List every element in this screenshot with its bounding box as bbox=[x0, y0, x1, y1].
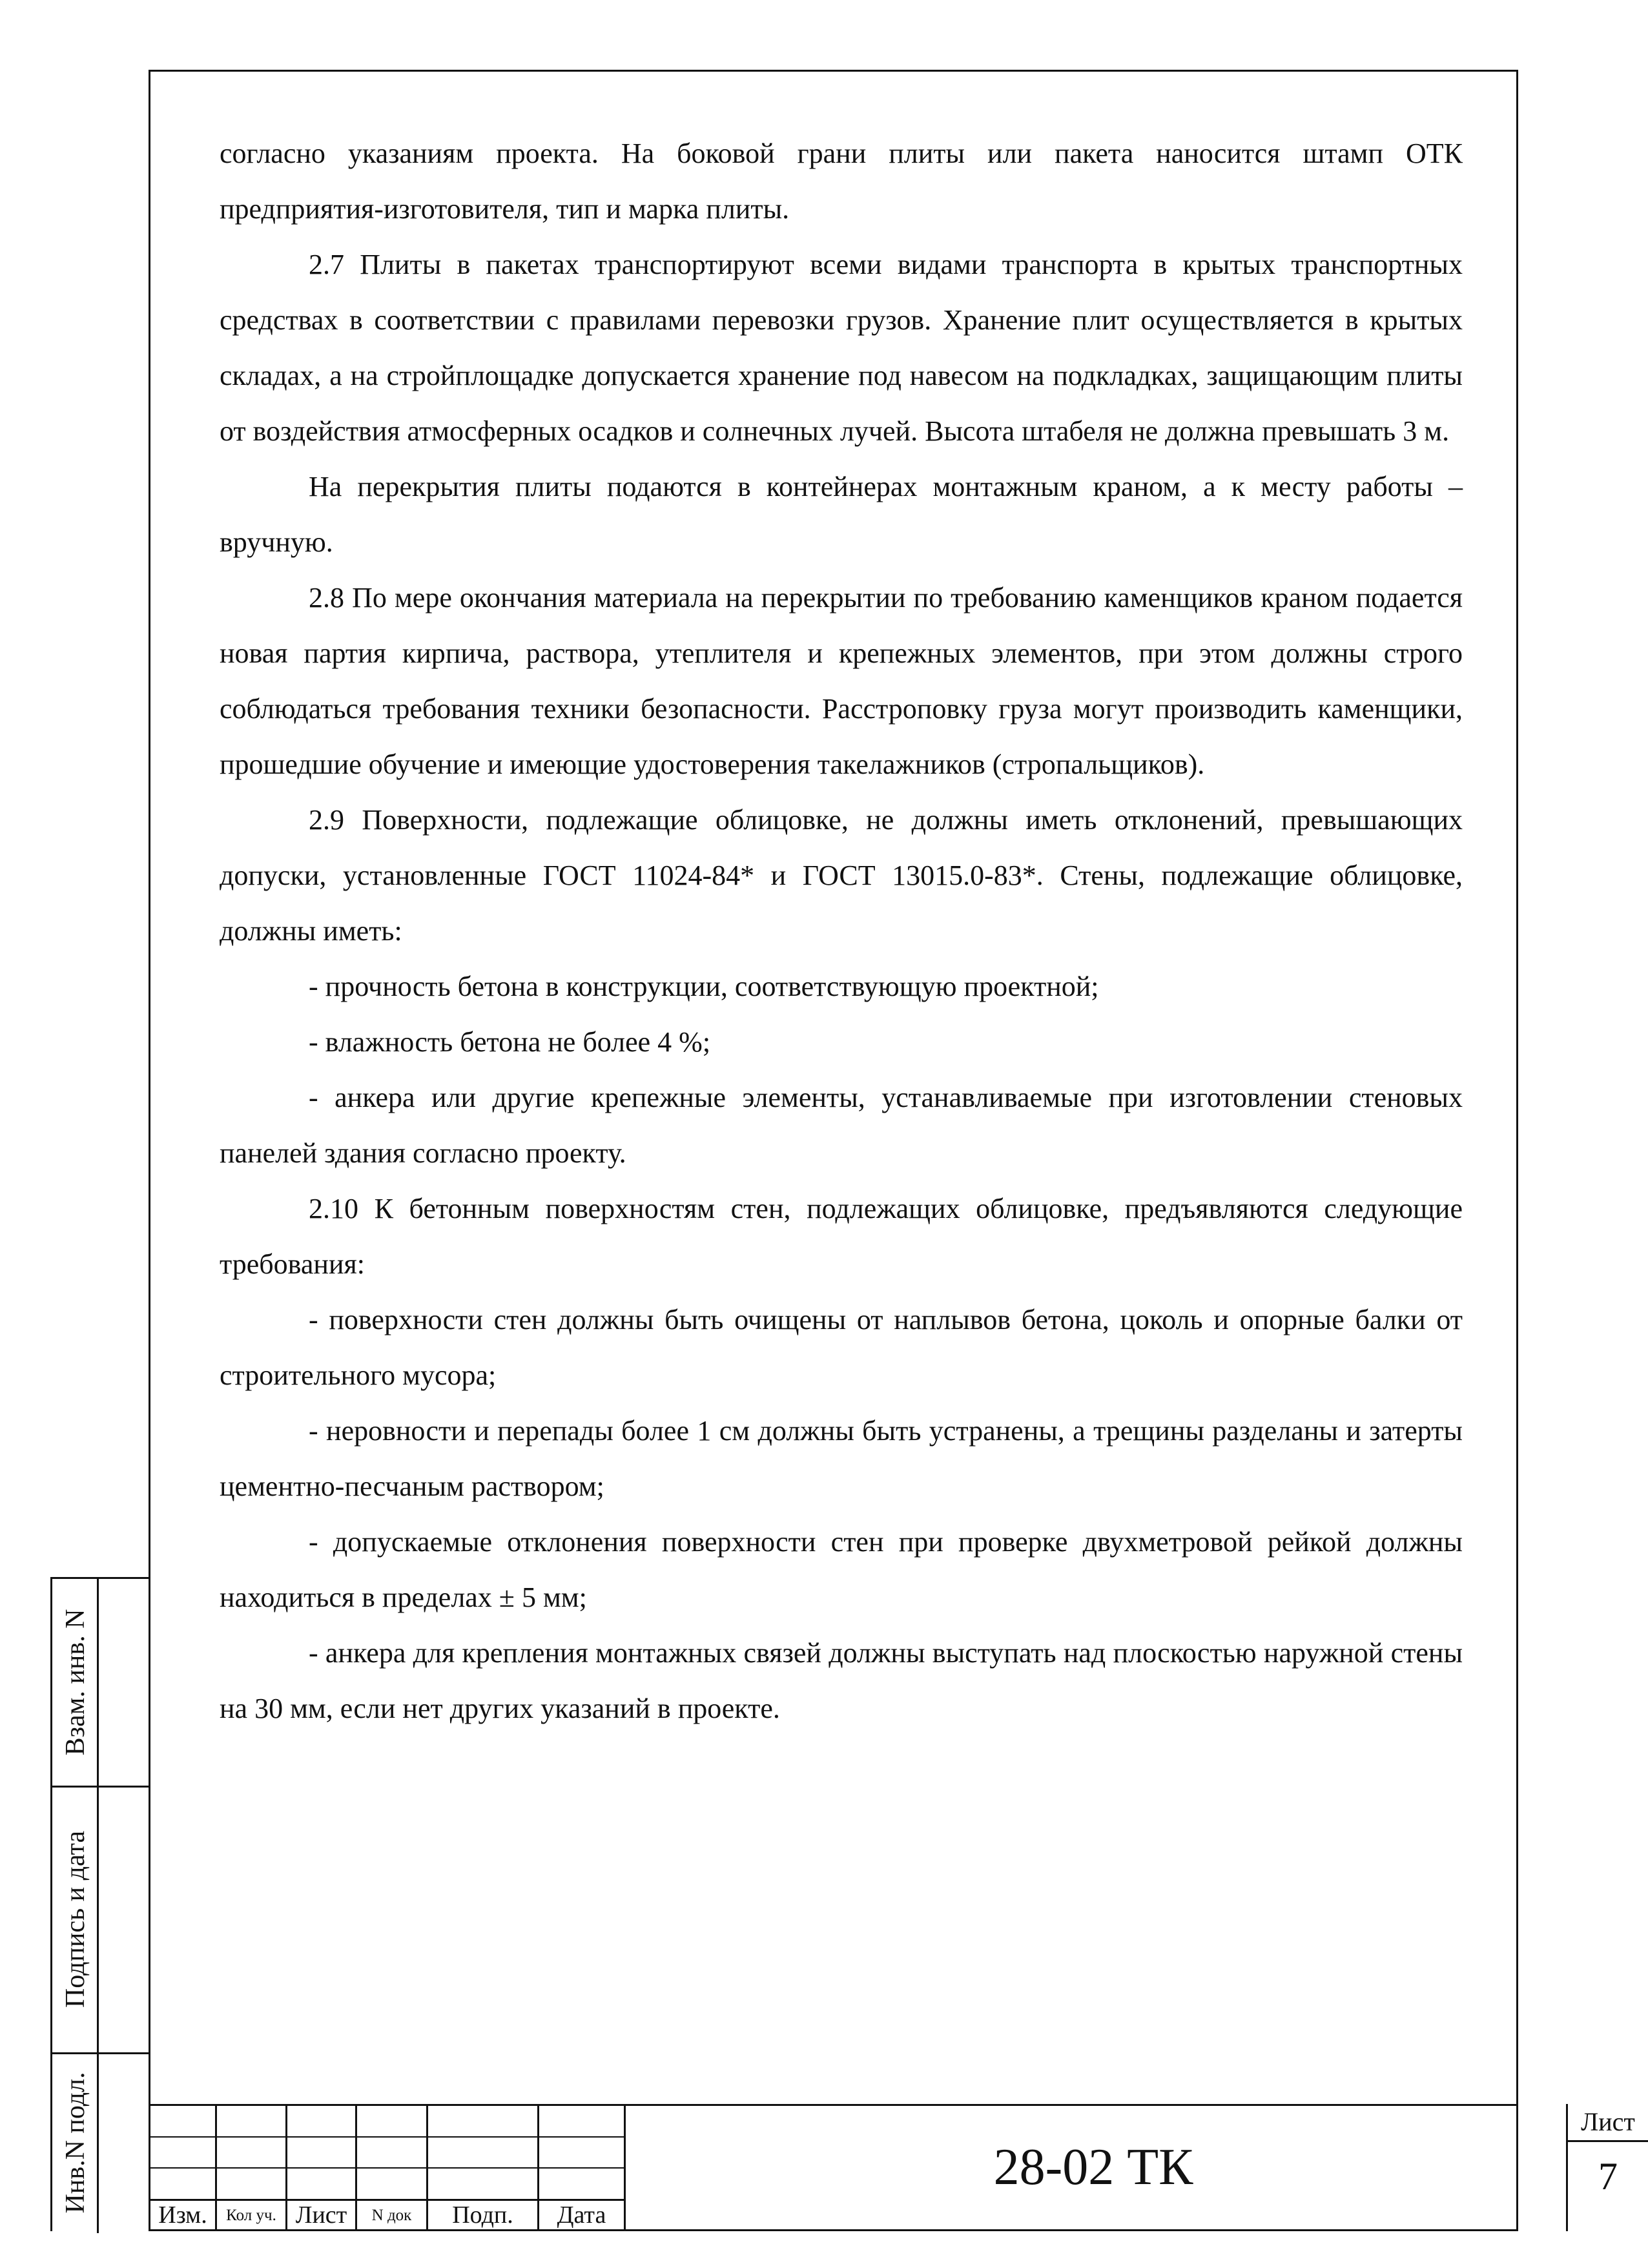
side-cell-original-inv bbox=[52, 2052, 99, 2233]
body-paragraph: - анкера для крепления монтажных связей должны выступать над плоскостью наружной стены на 30 мм, если нет других указаний в проекте. bbox=[220, 1637, 1463, 1724]
sheet-number: 7 bbox=[1598, 2155, 1618, 2198]
body-paragraph: На перекрытия плиты подаются в контейнерах монтажным краном, а к месту работы – вручную. bbox=[220, 471, 1463, 558]
title-block bbox=[149, 2104, 1635, 2231]
side-cell-replace-inv bbox=[52, 1579, 99, 1786]
side-label-signature-date: Подпись и дата bbox=[61, 1830, 90, 2008]
side-label-original-inv: Инв.N подл. bbox=[61, 2072, 90, 2214]
side-label-replace-inv: Взам. инв. N bbox=[61, 1609, 90, 1756]
body-paragraph: - поверхности стен должны быть очищены от наплывов бетона, цоколь и опорные балки от строительного мусора; bbox=[220, 1304, 1463, 1391]
sheet-box bbox=[1566, 2104, 1648, 2231]
header-signature: Подп. bbox=[452, 2201, 513, 2229]
header-doc-number: N док bbox=[371, 2207, 412, 2224]
body-paragraph: 2.10 К бетонным поверхностям стен, подлежащих облицовке, предъявляются следующие требования: bbox=[220, 1193, 1463, 1280]
body-paragraph: 2.8 По мере окончания материала на перекрытии по требованию каменщиков краном подается новая партия кирпича, раствора, утеплителя и крепежных элементов, при этом должны строго соблюдаться требования техники безопасности. Расстроповку груза могут производить каменщики, прошедшие обучение и имеющие удостоверения такелажников (стропальщиков). bbox=[220, 582, 1463, 780]
sheet-label: Лист bbox=[1568, 2104, 1648, 2142]
header-count: Кол уч. bbox=[226, 2207, 276, 2224]
document-code: 28-02 ТК bbox=[993, 2139, 1193, 2196]
body-paragraph: 2.9 Поверхности, подлежащие облицовке, не должны иметь отклонений, превышающих допуски, установленные ГОСТ 11024-84* и ГОСТ 13015.0-83*. Стены, подлежащие облицовке, должны иметь: bbox=[220, 804, 1463, 947]
header-sheet: Лист bbox=[295, 2201, 347, 2229]
body-paragraph: - анкера или другие крепежные элементы, устанавливаемые при изготовлении стеновых панелей здания согласно проекту. bbox=[220, 1082, 1463, 1169]
body-paragraph: - влажность бетона не более 4 %; bbox=[309, 1026, 711, 1058]
grid-line bbox=[149, 2136, 624, 2138]
body-paragraph: согласно указаниям проекта. На боковой грани плиты или пакета наносится штамп ОТК предприятия-изготовителя, тип и марка плиты. bbox=[220, 138, 1463, 225]
header-change: Изм. bbox=[158, 2201, 207, 2229]
body-paragraph: 2.7 Плиты в пакетах транспортируют всеми видами транспорта в крытых транспортных средствах в соответствии с правилами перевозки грузов. Хранение плит осуществляется в крытых складах, а на стройплощадке допускается хранение под навесом на подкладках, защищающим плиты от воздействия атмосферных осадков и солнечных лучей. Высота штабеля не должна превышать 3 м. bbox=[220, 249, 1463, 447]
body-paragraph: - допускаемые отклонения поверхности стен при проверке двухметровой рейкой должны находиться в пределах ± 5 мм; bbox=[220, 1526, 1463, 1613]
side-cell-signature-date bbox=[52, 1786, 99, 2052]
document-body bbox=[220, 126, 1463, 1737]
side-stamp bbox=[50, 1577, 149, 2231]
body-paragraph: - неровности и перепады более 1 см должны быть устранены, а трещины разделаны и затерты цементно-песчаным раствором; bbox=[220, 1415, 1463, 1502]
grid-line bbox=[149, 2167, 624, 2169]
body-paragraph: - прочность бетона в конструкции, соответствующую проектной; bbox=[309, 971, 1099, 1002]
header-date: Дата bbox=[557, 2201, 606, 2229]
